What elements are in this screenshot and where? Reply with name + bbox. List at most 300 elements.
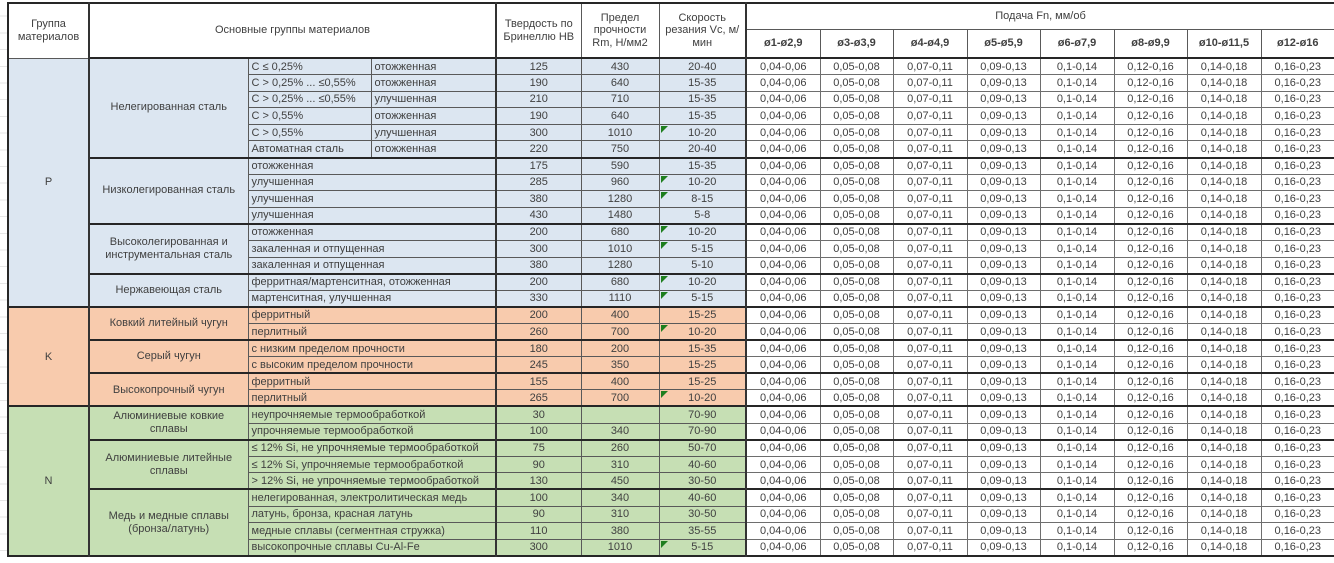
cell-feed-value-3: 0,07-0,11 [893, 307, 967, 324]
cell-feed-value-3: 0,07-0,11 [893, 406, 967, 423]
cell-strength-rm: 1280 [581, 191, 659, 208]
cell-feed-value-7: 0,14-0,18 [1187, 440, 1261, 457]
cell-strength-rm: 400 [581, 373, 659, 390]
cell-feed-value-5: 0,1-0,14 [1040, 124, 1114, 141]
cell-hardness-hb: 155 [496, 373, 581, 390]
cell-hardness-hb: 100 [496, 489, 581, 506]
cell-feed-value-2: 0,05-0,08 [820, 75, 893, 92]
cell-feed-value-3: 0,07-0,11 [893, 324, 967, 341]
cell-condition: Автоматная сталь [248, 141, 371, 158]
cell-cutting-speed: 5-15 [659, 241, 746, 258]
cell-strength-rm: 700 [581, 324, 659, 341]
cell-hardness-hb: 130 [496, 473, 581, 490]
cell-feed-value-2: 0,05-0,08 [820, 340, 893, 357]
cell-cutting-speed: 35-55 [659, 523, 746, 540]
cell-cutting-speed: 10-20 [659, 224, 746, 241]
cell-feed-value-5: 0,1-0,14 [1040, 75, 1114, 92]
cell-strength-rm: 680 [581, 274, 659, 291]
cell-description: с низким пределом прочности [248, 340, 496, 357]
cell-strength-rm: 1280 [581, 257, 659, 274]
cell-description: нелегированная, электролитическая медь [248, 489, 496, 506]
green-corner-marker [661, 176, 668, 183]
cell-feed-value-3: 0,07-0,11 [893, 207, 967, 224]
green-corner-marker [661, 242, 668, 249]
cell-strength-rm: 680 [581, 224, 659, 241]
cell-feed-value-3: 0,07-0,11 [893, 340, 967, 357]
cell-feed-value-8: 0,16-0,23 [1261, 174, 1334, 191]
cell-feed-value-2: 0,05-0,08 [820, 158, 893, 175]
cell-cutting-speed: 10-20 [659, 324, 746, 341]
cell-cutting-speed: 15-25 [659, 373, 746, 390]
cell-feed-value-8: 0,16-0,23 [1261, 141, 1334, 158]
cell-hardness-hb: 380 [496, 257, 581, 274]
cell-feed-value-7: 0,14-0,18 [1187, 523, 1261, 540]
cell-feed-value-1: 0,04-0,06 [746, 489, 820, 506]
cell-strength-rm: 710 [581, 91, 659, 108]
cell-feed-value-8: 0,16-0,23 [1261, 91, 1334, 108]
cell-feed-value-4: 0,09-0,13 [967, 440, 1040, 457]
green-corner-marker [661, 192, 668, 199]
cell-feed-value-2: 0,05-0,08 [820, 290, 893, 307]
cell-feed-value-3: 0,07-0,11 [893, 141, 967, 158]
cell-feed-value-8: 0,16-0,23 [1261, 324, 1334, 341]
cell-feed-value-6: 0,12-0,16 [1114, 224, 1187, 241]
cell-feed-value-3: 0,07-0,11 [893, 191, 967, 208]
cell-feed-value-1: 0,04-0,06 [746, 207, 820, 224]
cell-strength-rm: 400 [581, 307, 659, 324]
cell-feed-value-1: 0,04-0,06 [746, 324, 820, 341]
cell-feed-value-6: 0,12-0,16 [1114, 523, 1187, 540]
cell-heat-treatment: отожженная [371, 75, 496, 92]
cell-feed-value-3: 0,07-0,11 [893, 473, 967, 490]
cell-feed-value-4: 0,09-0,13 [967, 108, 1040, 125]
cell-feed-value-8: 0,16-0,23 [1261, 241, 1334, 258]
cell-feed-value-1: 0,04-0,06 [746, 406, 820, 423]
cell-feed-value-6: 0,12-0,16 [1114, 75, 1187, 92]
cell-feed-value-5: 0,1-0,14 [1040, 290, 1114, 307]
cell-feed-value-2: 0,05-0,08 [820, 489, 893, 506]
cell-heat-treatment: отожженная [371, 58, 496, 75]
cell-heat-treatment: отожженная [371, 141, 496, 158]
cell-feed-value-4: 0,09-0,13 [967, 456, 1040, 473]
cell-description: медные сплавы (сегментная стружка) [248, 523, 496, 540]
cell-description: ферритный [248, 373, 496, 390]
header-cutting-speed: Скорость резания Vc, м/мин [659, 3, 746, 58]
table-row [8, 274, 1334, 291]
cell-feed-value-5: 0,1-0,14 [1040, 506, 1114, 523]
cell-description: улучшенная [248, 174, 496, 191]
cell-description: упрочняемые термообработкой [248, 423, 496, 440]
cell-feed-value-4: 0,09-0,13 [967, 307, 1040, 324]
cell-feed-value-1: 0,04-0,06 [746, 274, 820, 291]
cell-strength-rm: 590 [581, 158, 659, 175]
cell-feed-value-3: 0,07-0,11 [893, 440, 967, 457]
cell-feed-value-5: 0,1-0,14 [1040, 191, 1114, 208]
table-row [8, 373, 1334, 390]
cell-description: закаленная и отпущенная [248, 241, 496, 258]
cell-heat-treatment: улучшенная [371, 91, 496, 108]
cell-hardness-hb: 300 [496, 241, 581, 258]
table-row [8, 340, 1334, 357]
sheet-margin-bottom [0, 557, 1334, 563]
cell-cutting-speed: 30-50 [659, 473, 746, 490]
cell-feed-value-7: 0,14-0,18 [1187, 91, 1261, 108]
cell-feed-value-7: 0,14-0,18 [1187, 158, 1261, 175]
cell-feed-value-4: 0,09-0,13 [967, 124, 1040, 141]
header-feed: Подача Fn, мм/об [746, 3, 1334, 29]
cell-feed-value-7: 0,14-0,18 [1187, 406, 1261, 423]
header-tensile-strength: Предел прочности Rm, Н/мм2 [581, 3, 659, 58]
cell-feed-value-1: 0,04-0,06 [746, 124, 820, 141]
cell-feed-value-1: 0,04-0,06 [746, 91, 820, 108]
cell-feed-value-2: 0,05-0,08 [820, 357, 893, 374]
cell-hardness-hb: 90 [496, 506, 581, 523]
cell-cutting-speed: 30-50 [659, 506, 746, 523]
cell-feed-value-5: 0,1-0,14 [1040, 489, 1114, 506]
cell-material-group-code-P: P [8, 58, 89, 307]
cell-feed-value-2: 0,05-0,08 [820, 423, 893, 440]
cell-feed-value-6: 0,12-0,16 [1114, 373, 1187, 390]
cell-feed-value-2: 0,05-0,08 [820, 91, 893, 108]
cell-feed-value-8: 0,16-0,23 [1261, 357, 1334, 374]
cell-feed-value-1: 0,04-0,06 [746, 523, 820, 540]
cell-feed-value-1: 0,04-0,06 [746, 290, 820, 307]
cell-feed-value-8: 0,16-0,23 [1261, 456, 1334, 473]
cell-subgroup-name: Серый чугун [89, 340, 248, 373]
cell-feed-value-8: 0,16-0,23 [1261, 207, 1334, 224]
cell-feed-value-8: 0,16-0,23 [1261, 423, 1334, 440]
cell-feed-value-4: 0,09-0,13 [967, 506, 1040, 523]
table-row [8, 224, 1334, 241]
cell-feed-value-5: 0,1-0,14 [1040, 373, 1114, 390]
cell-feed-value-6: 0,12-0,16 [1114, 290, 1187, 307]
cell-feed-value-4: 0,09-0,13 [967, 539, 1040, 556]
header-feed-diameter-1: ø1-ø2,9 [746, 29, 820, 58]
cell-feed-value-6: 0,12-0,16 [1114, 456, 1187, 473]
header-main-material-groups: Основные группы материалов [89, 3, 496, 58]
cell-feed-value-4: 0,09-0,13 [967, 324, 1040, 341]
cell-cutting-speed: 5-8 [659, 207, 746, 224]
cell-strength-rm: 960 [581, 174, 659, 191]
cell-feed-value-1: 0,04-0,06 [746, 340, 820, 357]
cell-feed-value-4: 0,09-0,13 [967, 489, 1040, 506]
cell-cutting-speed: 15-35 [659, 75, 746, 92]
cell-feed-value-2: 0,05-0,08 [820, 440, 893, 457]
cell-description: ферритная/мартенситная, отожженная [248, 274, 496, 291]
cell-feed-value-1: 0,04-0,06 [746, 141, 820, 158]
cell-feed-value-7: 0,14-0,18 [1187, 506, 1261, 523]
cell-hardness-hb: 265 [496, 390, 581, 407]
cell-feed-value-3: 0,07-0,11 [893, 523, 967, 540]
cell-feed-value-3: 0,07-0,11 [893, 91, 967, 108]
cell-feed-value-7: 0,14-0,18 [1187, 357, 1261, 374]
cell-feed-value-3: 0,07-0,11 [893, 290, 967, 307]
cell-feed-value-8: 0,16-0,23 [1261, 274, 1334, 291]
cell-heat-treatment: улучшенная [371, 124, 496, 141]
cell-feed-value-5: 0,1-0,14 [1040, 307, 1114, 324]
cell-strength-rm [581, 406, 659, 423]
cell-strength-rm: 350 [581, 357, 659, 374]
cell-hardness-hb: 90 [496, 456, 581, 473]
cell-feed-value-4: 0,09-0,13 [967, 174, 1040, 191]
cell-feed-value-4: 0,09-0,13 [967, 207, 1040, 224]
green-corner-marker [661, 292, 668, 299]
cell-feed-value-2: 0,05-0,08 [820, 307, 893, 324]
cell-feed-value-8: 0,16-0,23 [1261, 373, 1334, 390]
cell-feed-value-7: 0,14-0,18 [1187, 340, 1261, 357]
cell-feed-value-6: 0,12-0,16 [1114, 207, 1187, 224]
cell-feed-value-8: 0,16-0,23 [1261, 506, 1334, 523]
cell-feed-value-5: 0,1-0,14 [1040, 473, 1114, 490]
cell-strength-rm: 340 [581, 489, 659, 506]
cell-feed-value-7: 0,14-0,18 [1187, 174, 1261, 191]
cell-strength-rm: 430 [581, 58, 659, 75]
cell-feed-value-7: 0,14-0,18 [1187, 290, 1261, 307]
cell-feed-value-6: 0,12-0,16 [1114, 307, 1187, 324]
cell-condition: C > 0,25% ... ≤0,55% [248, 91, 371, 108]
cell-feed-value-6: 0,12-0,16 [1114, 539, 1187, 556]
cell-feed-value-6: 0,12-0,16 [1114, 191, 1187, 208]
cell-strength-rm: 700 [581, 390, 659, 407]
cell-feed-value-2: 0,05-0,08 [820, 373, 893, 390]
cell-feed-value-6: 0,12-0,16 [1114, 257, 1187, 274]
header-feed-diameter-8: ø12-ø16 [1261, 29, 1334, 58]
cell-subgroup-name: Нержавеющая сталь [89, 274, 248, 307]
cell-feed-value-3: 0,07-0,11 [893, 390, 967, 407]
cell-feed-value-4: 0,09-0,13 [967, 91, 1040, 108]
cell-feed-value-1: 0,04-0,06 [746, 257, 820, 274]
cell-feed-value-6: 0,12-0,16 [1114, 390, 1187, 407]
cell-feed-value-5: 0,1-0,14 [1040, 357, 1114, 374]
cell-cutting-speed: 15-25 [659, 357, 746, 374]
cell-feed-value-4: 0,09-0,13 [967, 257, 1040, 274]
cell-feed-value-5: 0,1-0,14 [1040, 340, 1114, 357]
cell-hardness-hb: 380 [496, 191, 581, 208]
cell-feed-value-5: 0,1-0,14 [1040, 423, 1114, 440]
cell-feed-value-5: 0,1-0,14 [1040, 523, 1114, 540]
cell-feed-value-4: 0,09-0,13 [967, 390, 1040, 407]
cell-description: улучшенная [248, 191, 496, 208]
cell-feed-value-2: 0,05-0,08 [820, 406, 893, 423]
cell-feed-value-7: 0,14-0,18 [1187, 539, 1261, 556]
cell-feed-value-1: 0,04-0,06 [746, 373, 820, 390]
cell-feed-value-7: 0,14-0,18 [1187, 124, 1261, 141]
cell-feed-value-2: 0,05-0,08 [820, 390, 893, 407]
cell-feed-value-6: 0,12-0,16 [1114, 141, 1187, 158]
cell-feed-value-4: 0,09-0,13 [967, 373, 1040, 390]
cell-cutting-speed: 15-35 [659, 108, 746, 125]
green-corner-marker [661, 276, 668, 283]
cell-description: перлитный [248, 390, 496, 407]
cell-feed-value-2: 0,05-0,08 [820, 506, 893, 523]
cell-description: мартенситная, улучшенная [248, 290, 496, 307]
cell-feed-value-7: 0,14-0,18 [1187, 373, 1261, 390]
cell-feed-value-6: 0,12-0,16 [1114, 406, 1187, 423]
cell-feed-value-6: 0,12-0,16 [1114, 324, 1187, 341]
cell-strength-rm: 310 [581, 506, 659, 523]
cell-strength-rm: 1010 [581, 539, 659, 556]
cell-feed-value-4: 0,09-0,13 [967, 473, 1040, 490]
cell-feed-value-4: 0,09-0,13 [967, 58, 1040, 75]
cell-feed-value-1: 0,04-0,06 [746, 440, 820, 457]
cell-feed-value-4: 0,09-0,13 [967, 191, 1040, 208]
cell-feed-value-8: 0,16-0,23 [1261, 191, 1334, 208]
cell-hardness-hb: 220 [496, 141, 581, 158]
cell-feed-value-7: 0,14-0,18 [1187, 58, 1261, 75]
cell-feed-value-1: 0,04-0,06 [746, 158, 820, 175]
cell-feed-value-5: 0,1-0,14 [1040, 141, 1114, 158]
cell-strength-rm: 1480 [581, 207, 659, 224]
cell-condition: C ≤ 0,25% [248, 58, 371, 75]
cell-strength-rm: 1010 [581, 241, 659, 258]
cell-feed-value-6: 0,12-0,16 [1114, 473, 1187, 490]
cell-feed-value-8: 0,16-0,23 [1261, 158, 1334, 175]
cell-feed-value-8: 0,16-0,23 [1261, 224, 1334, 241]
cell-cutting-speed: 5-15 [659, 539, 746, 556]
cell-cutting-speed: 5-10 [659, 257, 746, 274]
cell-subgroup-name: Высоколегированная и инструментальная сталь [89, 224, 248, 274]
cell-feed-value-1: 0,04-0,06 [746, 423, 820, 440]
cell-feed-value-3: 0,07-0,11 [893, 75, 967, 92]
cell-feed-value-2: 0,05-0,08 [820, 523, 893, 540]
cell-strength-rm: 1110 [581, 290, 659, 307]
cell-feed-value-7: 0,14-0,18 [1187, 75, 1261, 92]
cell-feed-value-6: 0,12-0,16 [1114, 506, 1187, 523]
cell-feed-value-1: 0,04-0,06 [746, 456, 820, 473]
cell-feed-value-1: 0,04-0,06 [746, 58, 820, 75]
header-feed-diameter-2: ø3-ø3,9 [820, 29, 893, 58]
cell-feed-value-1: 0,04-0,06 [746, 191, 820, 208]
cell-feed-value-5: 0,1-0,14 [1040, 207, 1114, 224]
header-feed-diameter-3: ø4-ø4,9 [893, 29, 967, 58]
green-corner-marker [661, 325, 668, 332]
table-row [8, 158, 1334, 175]
cell-feed-value-8: 0,16-0,23 [1261, 124, 1334, 141]
cell-cutting-speed: 5-15 [659, 290, 746, 307]
cell-feed-value-3: 0,07-0,11 [893, 539, 967, 556]
cell-subgroup-name: Алюминиевые ковкие сплавы [89, 406, 248, 439]
cell-strength-rm: 450 [581, 473, 659, 490]
cell-feed-value-8: 0,16-0,23 [1261, 290, 1334, 307]
cell-strength-rm: 750 [581, 141, 659, 158]
header-material-group: Группа материалов [8, 3, 89, 58]
header-feed-diameter-6: ø8-ø9,9 [1114, 29, 1187, 58]
cell-feed-value-4: 0,09-0,13 [967, 357, 1040, 374]
cell-cutting-speed: 20-40 [659, 58, 746, 75]
cell-feed-value-3: 0,07-0,11 [893, 456, 967, 473]
cell-feed-value-2: 0,05-0,08 [820, 224, 893, 241]
cell-cutting-speed: 40-60 [659, 456, 746, 473]
header-feed-diameter-5: ø6-ø7,9 [1040, 29, 1114, 58]
cell-strength-rm: 260 [581, 440, 659, 457]
cell-description: неупрочняемые термообработкой [248, 406, 496, 423]
cell-feed-value-6: 0,12-0,16 [1114, 241, 1187, 258]
cell-feed-value-2: 0,05-0,08 [820, 241, 893, 258]
green-corner-marker [661, 391, 668, 398]
cell-feed-value-1: 0,04-0,06 [746, 75, 820, 92]
cell-feed-value-5: 0,1-0,14 [1040, 158, 1114, 175]
cell-feed-value-3: 0,07-0,11 [893, 224, 967, 241]
cell-hardness-hb: 175 [496, 158, 581, 175]
cell-description: с высоким пределом прочности [248, 357, 496, 374]
cell-feed-value-6: 0,12-0,16 [1114, 108, 1187, 125]
cell-cutting-speed: 10-20 [659, 124, 746, 141]
cell-feed-value-8: 0,16-0,23 [1261, 473, 1334, 490]
cell-feed-value-8: 0,16-0,23 [1261, 257, 1334, 274]
cell-strength-rm: 200 [581, 340, 659, 357]
cell-hardness-hb: 260 [496, 324, 581, 341]
cell-subgroup-name: Низколегированная сталь [89, 158, 248, 224]
table-row [8, 307, 1334, 324]
cell-hardness-hb: 430 [496, 207, 581, 224]
cutting-data-table [7, 2, 1334, 557]
header-brinell-hardness: Твердость по Бринеллю HB [496, 3, 581, 58]
cell-feed-value-2: 0,05-0,08 [820, 58, 893, 75]
cell-feed-value-4: 0,09-0,13 [967, 241, 1040, 258]
cell-feed-value-7: 0,14-0,18 [1187, 224, 1261, 241]
cell-feed-value-5: 0,1-0,14 [1040, 224, 1114, 241]
cell-hardness-hb: 30 [496, 406, 581, 423]
cell-feed-value-2: 0,05-0,08 [820, 207, 893, 224]
cell-hardness-hb: 180 [496, 340, 581, 357]
cell-feed-value-8: 0,16-0,23 [1261, 523, 1334, 540]
cell-feed-value-6: 0,12-0,16 [1114, 340, 1187, 357]
cell-subgroup-name: Высокопрочный чугун [89, 373, 248, 406]
table-row [8, 489, 1334, 506]
table-row [8, 440, 1334, 457]
cell-feed-value-4: 0,09-0,13 [967, 141, 1040, 158]
cell-feed-value-3: 0,07-0,11 [893, 357, 967, 374]
cell-feed-value-3: 0,07-0,11 [893, 274, 967, 291]
cell-cutting-speed: 70-90 [659, 423, 746, 440]
cell-feed-value-3: 0,07-0,11 [893, 174, 967, 191]
cell-feed-value-5: 0,1-0,14 [1040, 456, 1114, 473]
cell-feed-value-8: 0,16-0,23 [1261, 108, 1334, 125]
cell-description: отожженная [248, 158, 496, 175]
cell-feed-value-6: 0,12-0,16 [1114, 124, 1187, 141]
cell-cutting-speed: 15-25 [659, 307, 746, 324]
cell-cutting-speed: 10-20 [659, 174, 746, 191]
cell-feed-value-4: 0,09-0,13 [967, 75, 1040, 92]
cell-feed-value-7: 0,14-0,18 [1187, 423, 1261, 440]
cell-feed-value-7: 0,14-0,18 [1187, 456, 1261, 473]
cell-condition: C > 0,25% ... ≤0,55% [248, 75, 371, 92]
cell-feed-value-6: 0,12-0,16 [1114, 58, 1187, 75]
cell-cutting-speed: 50-70 [659, 440, 746, 457]
cell-description: ≤ 12% Si, упрочняемые термообработкой [248, 456, 496, 473]
cell-cutting-speed: 15-35 [659, 91, 746, 108]
cell-description: ≤ 12% Si, не упрочняемые термообработкой [248, 440, 496, 457]
cell-hardness-hb: 125 [496, 58, 581, 75]
cell-feed-value-7: 0,14-0,18 [1187, 191, 1261, 208]
cell-feed-value-4: 0,09-0,13 [967, 158, 1040, 175]
cell-feed-value-3: 0,07-0,11 [893, 241, 967, 258]
cell-subgroup-name: Ковкий литейный чугун [89, 307, 248, 340]
cell-feed-value-6: 0,12-0,16 [1114, 174, 1187, 191]
cell-feed-value-1: 0,04-0,06 [746, 357, 820, 374]
cell-feed-value-5: 0,1-0,14 [1040, 241, 1114, 258]
cell-feed-value-6: 0,12-0,16 [1114, 91, 1187, 108]
cell-cutting-speed: 10-20 [659, 390, 746, 407]
cell-feed-value-7: 0,14-0,18 [1187, 473, 1261, 490]
cell-hardness-hb: 210 [496, 91, 581, 108]
cell-subgroup-name: Медь и медные сплавы (бронза/латунь) [89, 489, 248, 555]
cell-hardness-hb: 110 [496, 523, 581, 540]
cell-hardness-hb: 300 [496, 539, 581, 556]
cell-feed-value-5: 0,1-0,14 [1040, 440, 1114, 457]
cell-feed-value-5: 0,1-0,14 [1040, 91, 1114, 108]
cell-feed-value-2: 0,05-0,08 [820, 141, 893, 158]
